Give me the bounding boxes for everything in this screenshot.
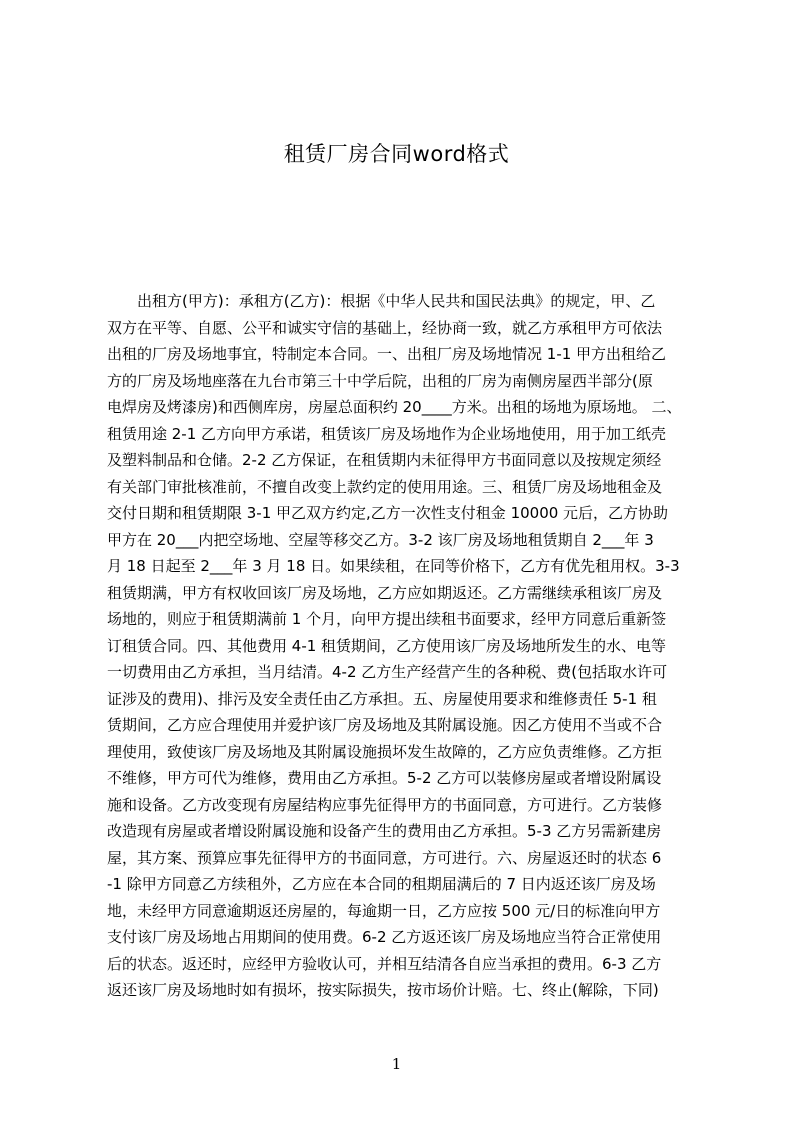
body-line: 双方在平等、自愿、公平和诚实守信的基础上，经协商一致，就乙方承租甲方可依法 — [107, 318, 663, 337]
body-line: 出租的厂房及场地事宜，特制定本合同。一、出租厂房及场地情况 1-1 甲方出租给乙 — [107, 345, 667, 363]
body-line: 出租方(甲方)：承租方(乙方)：根据《中华人民共和国民法典》的规定，甲、乙 — [107, 292, 656, 310]
body-line: 施和设备。乙方改变现有房屋结构应事先征得甲方的书面同意，方可进行。乙方装修 — [107, 795, 663, 814]
body-line: 一切费用由乙方承担，当月结清。4-2 乙方生产经营产生的各种税、费(包括取水许可 — [107, 663, 668, 681]
body-line: 订租赁合同。四、其他费用 4-1 租赁期间，乙方使用该厂房及场地所发生的水、电等 — [107, 636, 667, 655]
body-line: 及塑料制品和仓储。2-2 乙方保证，在租赁期内未征得甲方书面同意以及按规定须经 — [107, 451, 662, 469]
document-title: 租赁厂房合同word格式 — [283, 142, 510, 166]
body-line: 后的状态。返还时，应经甲方验收认可，并相互结清各自应当承担的费用。6-3 乙方 — [107, 954, 662, 973]
body-line: 月 18 日起至 2___年 3 月 18 日。如果续租，在同等价格下，乙方有优先租用权。3-3 — [107, 557, 680, 575]
body-line: 赁期间，乙方应合理使用并爱护该厂房及场地及其附属设施。因乙方使用不当或不合 — [107, 716, 663, 734]
body-line: -1 除甲方同意乙方续租外，乙方应在本合同的租期届满后的 7 日内返还该厂房及场 — [107, 875, 656, 893]
body-line: 有关部门审批核准前，不擅自改变上款约定的使用用途。三、租赁厂房及场地租金及 — [107, 477, 663, 496]
body-line: 租赁期满，甲方有权收回该厂房及场地，乙方应如期返还。乙方需继续承租该厂房及 — [107, 583, 663, 602]
body-line: 方的厂房及场地座落在九台市第三十中学后院，出租的厂房为南侧房屋西半部分(原 — [107, 371, 653, 390]
body-line: 电焊房及烤漆房)和西侧库房，房屋总面积约 20____方米。出租的场地为原场地。 二、 — [107, 398, 682, 416]
body-line: 甲方在 20___内把空场地、空屋等移交乙方。3-2 该厂房及场地租赁期自 2___年 3 — [107, 530, 654, 549]
contract-body — [107, 288, 697, 1004]
page-number: 1 — [391, 1055, 402, 1073]
body-line: 租赁用途 2-1 乙方向甲方承诺，租赁该厂房及场地作为企业场地使用，用于加工纸壳 — [107, 424, 667, 443]
body-line: 理使用，致使该厂房及场地及其附属设施损坏发生故障的，乙方应负责维修。乙方拒 — [107, 742, 663, 761]
body-line: 改造现有房屋或者增设附属设施和设备产生的费用由乙方承担。5-3 乙方另需新建房 — [107, 822, 662, 840]
body-line: 支付该厂房及场地占用期间的使用费。6-2 乙方返还该厂房及场地应当符合正常使用 — [107, 928, 662, 946]
body-line: 屋，其方案、预算应事先征得甲方的书面同意，方可进行。六、房屋返还时的状态 6 — [107, 848, 662, 867]
body-line: 地，未经甲方同意逾期返还房屋的，每逾期一日，乙方应按 500 元/日的标准向甲方 — [107, 901, 661, 920]
body-line: 证涉及的费用)、排污及安全责任由乙方承担。五、房屋使用要求和维修责任 5-1 租 — [107, 689, 657, 708]
body-line: 交付日期和租赁期限 3-1 甲乙双方约定,乙方一次性支付租金 10000 元后，乙方协助 — [107, 504, 669, 522]
body-line: 不维修，甲方可代为维修，费用由乙方承担。5-2 乙方可以装修房屋或者增设附属设 — [107, 769, 662, 787]
body-line: 返还该厂房及场地时如有损坏，按实际损失，按市场价计赔。七、终止(解除，下同) — [107, 981, 659, 999]
body-line: 场地的，则应于租赁期满前 1 个月，向甲方提出续租书面要求，经甲方同意后重新签 — [107, 610, 667, 628]
